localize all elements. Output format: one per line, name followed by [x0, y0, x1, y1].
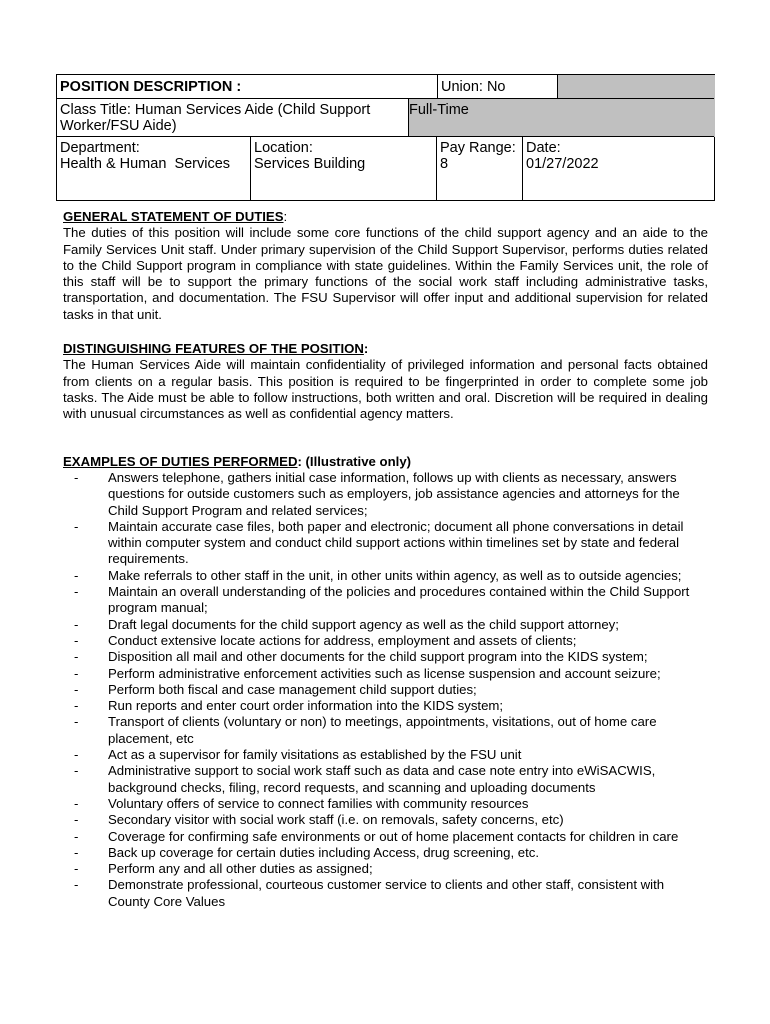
bullet-dash: - [74, 470, 79, 485]
duty-item [63, 796, 708, 812]
union-status: Union: No [441, 79, 506, 95]
duties-list [63, 470, 708, 910]
row-divider-2 [57, 136, 714, 137]
duty-text: Answers telephone, gathers initial case information, follows up with clients as necessary, answers questions for outside customers such as employers, job assistance agencies and attorneys for the Child Support Program and related services; [108, 470, 680, 518]
duty-item [63, 845, 708, 861]
department-label: Department: [60, 140, 140, 156]
shaded-cell-top-right [557, 75, 715, 99]
col-divider-union-right [557, 75, 558, 99]
duty-item [63, 714, 708, 747]
bullet-dash: - [74, 795, 79, 811]
duty-text: Back up coverage for certain duties including Access, drug screening, etc. [108, 844, 540, 860]
employment-type: Full-Time [409, 102, 469, 118]
bullet-dash: - [74, 698, 79, 714]
distinguishing-features-heading [63, 341, 708, 357]
bullet-dash: - [74, 616, 79, 632]
duty-text: Maintain accurate case files, both paper and electronic; document all phone conversations in detail within computer system and conduct child support actions within timelines set by state and federal requirements. [108, 518, 684, 567]
bullet-dash: - [74, 665, 79, 681]
general-statement-title: GENERAL STATEMENT OF DUTIES [63, 209, 284, 224]
examples-subtitle: : (Illustrative only) [297, 454, 412, 469]
duty-item [63, 763, 708, 796]
location-value: Services Building [254, 156, 366, 172]
duty-text: Perform both fiscal and case management child support duties; [108, 681, 477, 697]
duty-text: Maintain an overall understanding of the policies and procedures contained within the Child Support program manual; [108, 584, 690, 616]
class-title: Class Title: Human Services Aide (Child Support Worker/FSU Aide) [60, 102, 371, 134]
duty-text: Conduct extensive locate actions for address, employment and assets of clients; [108, 632, 577, 648]
general-statement-heading [63, 209, 708, 225]
bullet-dash: - [74, 632, 79, 648]
duty-item [63, 568, 708, 584]
duty-item [63, 584, 708, 617]
duty-item [63, 633, 708, 649]
bullet-dash: - [74, 812, 79, 828]
bullet-dash: - [74, 747, 79, 763]
duty-text: Disposition all mail and other documents for the child support program into the KIDS system; [108, 649, 648, 665]
position-description-label: POSITION DESCRIPTION : [60, 79, 242, 95]
duty-text: Make referrals to other staff in the unit, in other units within agency, as well as to outside agencies; [108, 567, 682, 583]
bullet-dash: - [74, 861, 79, 877]
duty-item [63, 861, 708, 877]
duty-text: Draft legal documents for the child support agency as well as the child support attorney; [108, 616, 619, 632]
duty-text: Coverage for confirming safe environments or out of home placement contacts for children in care [108, 828, 679, 844]
duty-text: Perform administrative enforcement activities such as license suspension and account seizure; [108, 665, 661, 681]
general-statement-section [63, 209, 708, 323]
bullet-dash: - [74, 828, 79, 844]
bullet-dash: - [74, 877, 79, 893]
examples-title: EXAMPLES OF DUTIES PERFORMED [63, 454, 298, 469]
bullet-dash: - [74, 681, 79, 697]
pay-range-label: Pay Range: [440, 140, 516, 156]
duty-text: Run reports and enter court order information into the KIDS system; [108, 698, 504, 714]
distinguishing-features-section [63, 341, 708, 422]
duty-text: Secondary visitor with social work staff (i.e. on removals, safety concerns, etc) [108, 812, 564, 828]
general-statement-text: The duties of this position will include some core functions of the child support agency and an aide to the Family Services Unit staff. Under primary supervision of the Child Support Supervisor, performs duties related to the Child Support program in compliance with state guidelines. Within the Family Services unit, the role of this staff will be to support the primary functions of the social work staff including administrative tasks, transportation, and documentation. The FSU Supervisor will offer input and additional supervision for related tasks in that unit. [63, 225, 708, 322]
bullet-dash: - [74, 649, 79, 665]
general-statement-colon: : [283, 209, 288, 224]
duty-item [63, 519, 708, 568]
bullet-dash: - [74, 714, 79, 730]
position-header-table [56, 74, 715, 201]
duty-item [63, 698, 708, 714]
duty-item [63, 877, 708, 910]
duty-text: Perform any and all other duties as assigned; [108, 861, 373, 877]
duty-text: Voluntary offers of service to connect families with community resources [108, 795, 529, 811]
duty-item [63, 470, 708, 519]
duty-item [63, 649, 708, 665]
duty-item [63, 682, 708, 698]
duty-item [63, 812, 708, 828]
duty-item [63, 617, 708, 633]
bullet-dash: - [74, 584, 79, 600]
examples-heading [63, 454, 708, 470]
row-divider-1 [57, 98, 714, 99]
bullet-dash: - [74, 763, 79, 779]
duty-text: Transport of clients (voluntary or non) to meetings, appointments, visitations, out of home care placement, etc [108, 714, 657, 746]
duty-text: Administrative support to social work staff such as data and case note entry into eWiSACWIS, background checks, filing, record requests, and scanning and uploading documents [108, 763, 656, 795]
duty-item [63, 666, 708, 682]
bullet-dash: - [74, 567, 79, 583]
duty-item [63, 829, 708, 845]
distinguishing-features-colon: : [363, 341, 369, 356]
duty-text: Act as a supervisor for family visitations as established by the FSU unit [108, 747, 522, 763]
distinguishing-features-title: DISTINGUISHING FEATURES OF THE POSITION [63, 341, 364, 356]
distinguishing-features-text: The Human Services Aide will maintain confidentiality of privileged information and personal facts obtained from clients on a regular basis. This position is required to be fingerprinted in order to complete some job tasks. The Aide must be able to follow instructions, both written and oral. Discretion will be required in dealing with unusual circumstances as well as confidential agency matters. [63, 357, 708, 422]
date-value: 01/27/2022 [526, 156, 599, 172]
duty-text: Demonstrate professional, courteous customer service to clients and other staff, consistent with County Core Values [108, 877, 665, 909]
location-label: Location: [254, 140, 313, 156]
bullet-dash: - [74, 844, 79, 860]
bullet-dash: - [74, 518, 79, 534]
pay-range-value: 8 [440, 156, 449, 172]
department-value: Health & Human Services [60, 156, 231, 172]
date-label: Date: [526, 140, 561, 156]
duty-item [63, 747, 708, 763]
